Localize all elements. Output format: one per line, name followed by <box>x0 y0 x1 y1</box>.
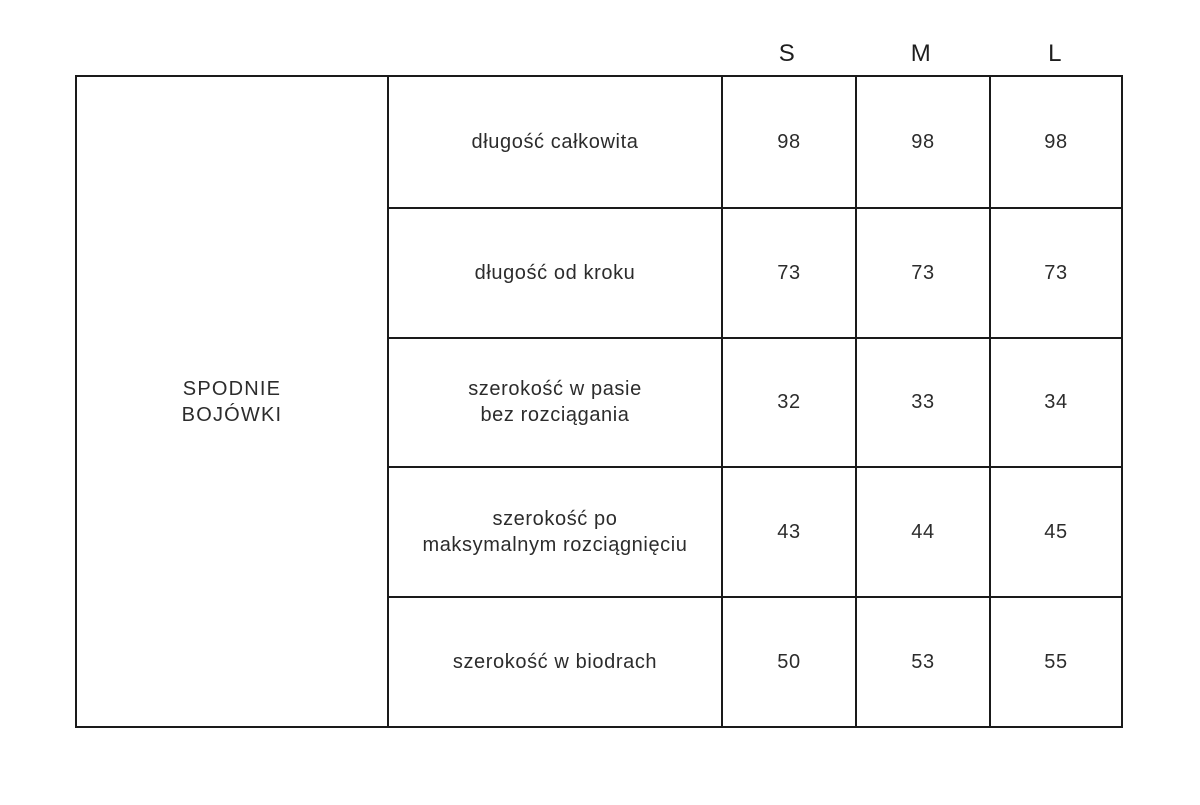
size-header-l: L <box>1048 40 1062 67</box>
row-label: szerokość w biodrach <box>387 596 721 726</box>
value-cell: 98 <box>855 77 989 207</box>
value-cell: 50 <box>721 596 855 726</box>
size-chart-table <box>75 75 1123 728</box>
row-label: szerokość po maksymalnym rozciągnięciu <box>387 466 721 596</box>
value-cell: 34 <box>989 337 1121 467</box>
value-cell: 55 <box>989 596 1121 726</box>
row-label: długość całkowita <box>387 77 721 207</box>
size-header-m: M <box>910 40 932 67</box>
value-cell: 43 <box>721 466 855 596</box>
value-cell: 44 <box>855 466 989 596</box>
product-name: SPODNIE BOJÓWKI <box>181 377 283 426</box>
row-label: szerokość w pasie bez rozciągania <box>387 337 721 467</box>
value-cell: 73 <box>989 207 1121 337</box>
value-cell: 98 <box>989 77 1121 207</box>
value-cell: 33 <box>855 337 989 467</box>
value-cell: 98 <box>721 77 855 207</box>
value-cell: 73 <box>721 207 855 337</box>
value-cell: 32 <box>721 337 855 467</box>
size-header-s: S <box>778 40 796 67</box>
value-cell: 45 <box>989 466 1121 596</box>
value-cell: 73 <box>855 207 989 337</box>
value-cell: 53 <box>855 596 989 726</box>
row-label: długość od kroku <box>387 207 721 337</box>
